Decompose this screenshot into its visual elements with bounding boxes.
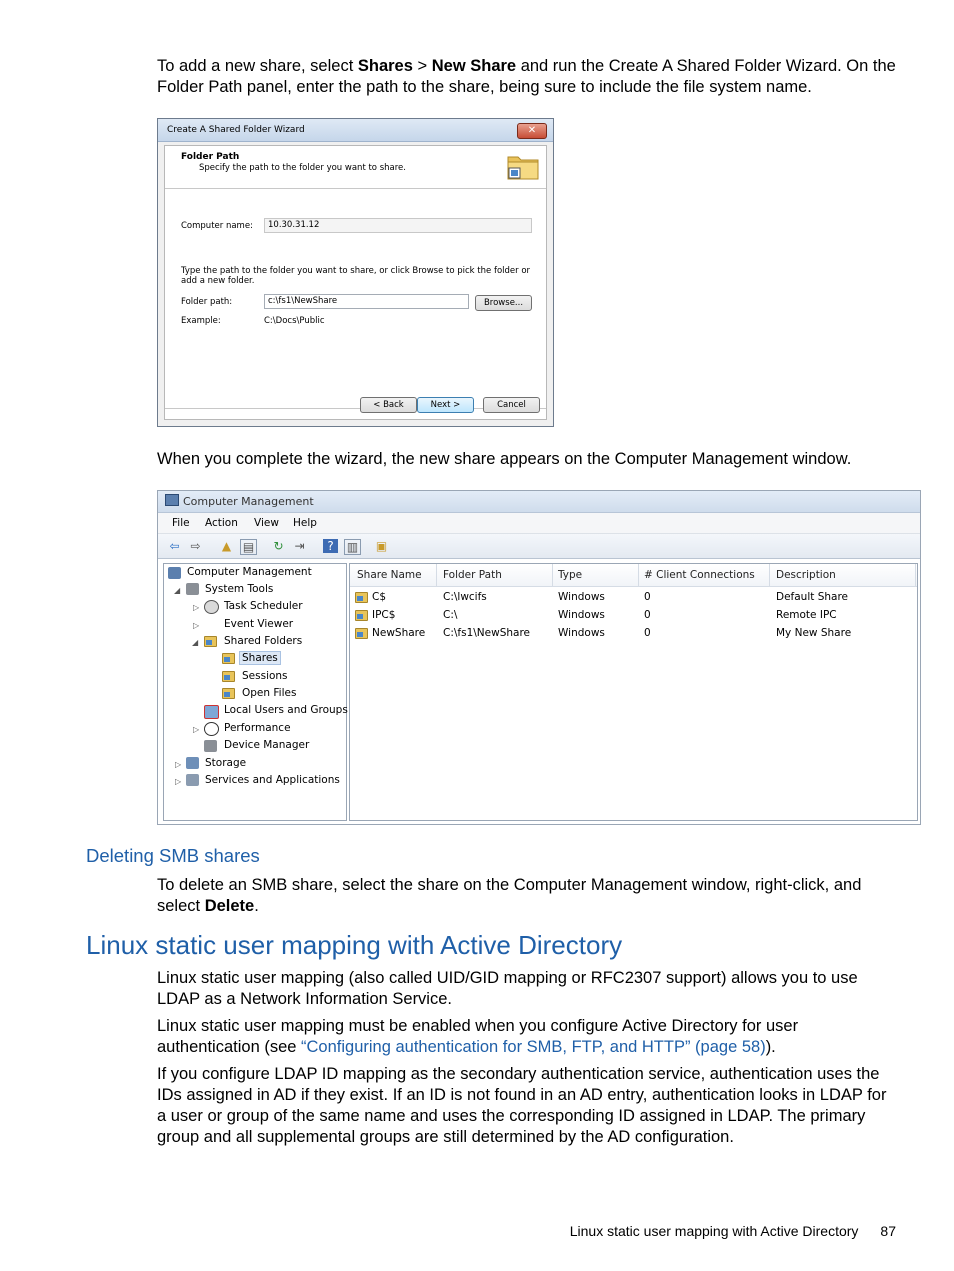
storage-icon: [186, 757, 199, 769]
expanded-arrow-icon[interactable]: ◢: [174, 586, 181, 595]
delete-command-ref: Delete: [204, 897, 255, 915]
cell-description: Remote IPC: [776, 609, 837, 621]
create-shared-folder-wizard: [157, 118, 554, 427]
column-type[interactable]: Type: [558, 569, 583, 581]
share-icon: [355, 610, 368, 621]
collapsed-arrow-icon[interactable]: ▷: [175, 777, 182, 786]
cell-description: My New Share: [776, 627, 852, 639]
page-footer: [560, 1223, 896, 1239]
tree-open-files[interactable]: Open Files: [242, 687, 297, 699]
action-pane-icon[interactable]: ▥: [344, 539, 361, 555]
services-icon: [186, 774, 199, 786]
shared-folder-icon: [506, 149, 540, 181]
wizard-title: Create A Shared Folder Wizard: [167, 125, 305, 135]
show-hide-tree-icon[interactable]: ▤: [240, 539, 257, 555]
wizard-header: [165, 146, 546, 189]
menu-view[interactable]: View: [254, 517, 279, 529]
tree-shared-folders[interactable]: Shared Folders: [224, 635, 303, 647]
tree-performance[interactable]: Performance: [224, 722, 291, 734]
clock-icon: [204, 600, 219, 614]
menu-help[interactable]: Help: [293, 517, 317, 529]
performance-icon: [204, 722, 219, 736]
back-button[interactable]: < Back: [360, 397, 417, 413]
next-button[interactable]: Next >: [417, 397, 474, 413]
share-icon: [355, 628, 368, 639]
cell-description: Default Share: [776, 591, 849, 603]
share-icon: [355, 592, 368, 603]
page-number: 87: [880, 1223, 896, 1239]
cm-title-bar: [158, 491, 920, 513]
column-folder-path[interactable]: Folder Path: [443, 569, 502, 581]
collapsed-arrow-icon[interactable]: ▷: [193, 621, 200, 630]
collapsed-arrow-icon[interactable]: ▷: [193, 603, 200, 612]
wizard-heading: Folder Path: [181, 152, 240, 162]
share-icon: [222, 653, 235, 664]
console-tree: [163, 563, 347, 821]
device-manager-icon: [204, 740, 217, 752]
tree-system-tools[interactable]: System Tools: [205, 583, 274, 595]
tree-storage[interactable]: Storage: [205, 757, 247, 769]
tools-icon: [186, 583, 199, 595]
linux-mapping-heading: Linux static user mapping with Active Directory: [86, 930, 623, 960]
menu-action[interactable]: Action: [205, 517, 238, 529]
menu-file[interactable]: File: [172, 517, 190, 529]
cell-share-name: NewShare: [372, 627, 426, 639]
cm-menu-bar: [158, 513, 920, 534]
cell-type: Windows: [558, 609, 605, 621]
cell-folder-path: C:\fs1\NewShare: [443, 627, 530, 639]
computer-management-window: [157, 490, 921, 825]
tree-shares[interactable]: Shares: [239, 651, 281, 665]
linux-paragraph-2: Linux static user mapping must be enabled when you configure Active Directory for user authentication (see “Configuring authentication for SMB, FTP, and HTTP” (page 58)).: [157, 1017, 799, 1056]
intro-paragraph: To add a new share, select Shares > New Share and run the Create A Shared Folder Wizard. On the Folder Path panel, enter the path to the share, being sure to include the file system name.: [157, 57, 896, 96]
example-label: Example:: [181, 316, 221, 326]
shared-folder-icon: [204, 636, 217, 647]
collapsed-arrow-icon[interactable]: ▷: [175, 760, 182, 769]
after-wizard-paragraph: When you complete the wizard, the new share appears on the Computer Management window.: [157, 450, 852, 468]
browse-button[interactable]: Browse...: [475, 295, 532, 311]
deleting-smb-heading: Deleting SMB shares: [86, 845, 260, 866]
tree-task-scheduler[interactable]: Task Scheduler: [224, 600, 303, 612]
folder-path-label: Folder path:: [181, 297, 233, 307]
cell-share-name: C$: [372, 591, 387, 603]
cell-type: Windows: [558, 591, 605, 603]
cell-client-connections: 0: [644, 627, 651, 639]
shares-menu-ref: Shares: [357, 57, 413, 75]
column-divider[interactable]: [638, 564, 639, 586]
column-divider[interactable]: [436, 564, 437, 586]
cell-client-connections: 0: [644, 609, 651, 621]
footer-title: Linux static user mapping with Active Directory: [569, 1223, 859, 1239]
new-share-icon[interactable]: ▣: [375, 539, 388, 553]
cell-share-name: IPC$: [372, 609, 396, 621]
forward-arrow-icon[interactable]: ⇨: [190, 539, 201, 553]
cell-type: Windows: [558, 627, 605, 639]
collapsed-arrow-icon[interactable]: ▷: [193, 725, 200, 734]
cell-client-connections: 0: [644, 591, 651, 603]
list-header: [350, 564, 917, 587]
cancel-button[interactable]: Cancel: [483, 397, 540, 413]
computer-name-label: Computer name:: [181, 221, 253, 231]
tree-event-viewer[interactable]: Event Viewer: [224, 618, 294, 630]
linux-paragraph-3: If you configure LDAP ID mapping as the secondary authentication service, authentication uses the IDs assigned in AD if they exist. If an ID is not found in an AD entry, authentication looks in LDAP for a user or group of the same name and uses the corresponding ID assigned in LDAP. The primary group and all supplemental groups are still determined by the AD configuration.: [157, 1065, 887, 1146]
folder-path-input[interactable]: c:\fs1\NewShare: [264, 294, 469, 309]
linux-paragraph-1: Linux static user mapping (also called UID/GID mapping or RFC2307 support) allows you to use LDAP as a Network Information Service.: [157, 969, 858, 1008]
column-divider[interactable]: [552, 564, 553, 586]
export-list-icon[interactable]: ⇥: [294, 539, 305, 553]
close-icon[interactable]: ✕: [517, 123, 547, 139]
new-share-menu-ref: New Share: [431, 57, 517, 75]
computer-name-field: 10.30.31.12: [264, 218, 532, 233]
wizard-panel: [164, 145, 547, 420]
wizard-title-bar: [158, 119, 553, 142]
up-folder-icon[interactable]: ▲: [221, 539, 232, 553]
folder-instruction: Type the path to the folder you want to share, or click Browse to pick the folder or add a new folder.: [181, 266, 531, 286]
help-icon[interactable]: ?: [323, 539, 338, 553]
back-arrow-icon[interactable]: ⇦: [169, 539, 180, 553]
column-share-name[interactable]: Share Name: [357, 569, 422, 581]
config-auth-link[interactable]: “Configuring authentication for SMB, FTP, and HTTP” (page 58): [301, 1038, 766, 1056]
column-client-connections[interactable]: # Client Connections: [644, 569, 755, 581]
cm-toolbar: [158, 534, 920, 559]
cell-folder-path: C:\: [443, 609, 458, 621]
example-value: C:\Docs\Public: [264, 316, 325, 326]
shares-list: [349, 563, 918, 821]
computer-icon: [168, 567, 181, 579]
share-icon: [222, 671, 235, 682]
column-divider[interactable]: [769, 564, 770, 586]
tree-sessions[interactable]: Sessions: [242, 670, 288, 682]
cell-folder-path: C:\lwcifs: [443, 591, 487, 603]
tree-services-applications[interactable]: Services and Applications: [205, 774, 340, 786]
column-description[interactable]: Description: [776, 569, 836, 581]
tree-computer-management[interactable]: Computer Management: [187, 566, 312, 578]
share-icon: [222, 688, 235, 699]
users-icon: [204, 705, 219, 719]
column-divider[interactable]: [915, 564, 916, 586]
expanded-arrow-icon[interactable]: ◢: [192, 638, 199, 647]
computer-management-icon: [165, 494, 179, 506]
tree-device-manager[interactable]: Device Manager: [224, 739, 310, 751]
wizard-subheading: Specify the path to the folder you want to share.: [199, 163, 406, 173]
cm-title: Computer Management: [183, 495, 314, 508]
tree-local-users-groups[interactable]: Local Users and Groups: [224, 704, 348, 716]
refresh-icon[interactable]: ↻: [273, 539, 284, 553]
delete-paragraph: To delete an SMB share, select the share on the Computer Management window, right-click, and select Delete.: [157, 876, 862, 915]
